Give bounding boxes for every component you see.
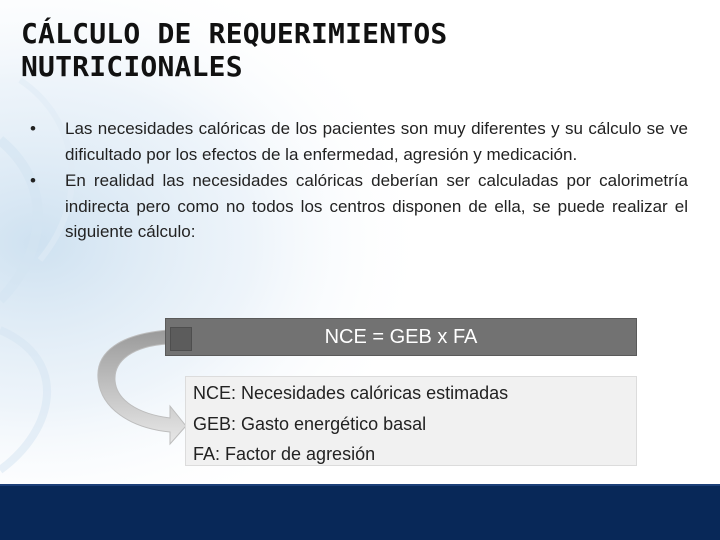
footer-bar: [0, 486, 720, 540]
bullet-text: En realidad las necesidades calóricas deberían ser calculadas por calorimetría indirecta pero como no todos los centros disponen de ella, se puede realizar el siguiente cálculo:: [65, 171, 688, 241]
title-line-1: CÁLCULO DE REQUERIMIENTOS: [21, 17, 448, 50]
bullet-icon: •: [30, 171, 36, 190]
title-line-2: NUTRICIONALES: [21, 50, 243, 83]
bullet-text: Las necesidades calóricas de los pacientes son muy diferentes y su cálculo se ve dificultado por los efectos de la enfermedad, agresión y medicación.: [65, 119, 688, 164]
definitions-box: [185, 376, 637, 466]
bullet-icon: •: [30, 119, 36, 138]
definition-item: NCE: Necesidades calóricas estimadas: [193, 383, 509, 403]
formula-text: NCE = GEB x FA: [324, 326, 478, 348]
definition-item: FA: Factor de agresión: [193, 444, 376, 464]
formula-box: [165, 318, 637, 356]
definition-item: GEB: Gasto energético basal: [193, 413, 427, 434]
